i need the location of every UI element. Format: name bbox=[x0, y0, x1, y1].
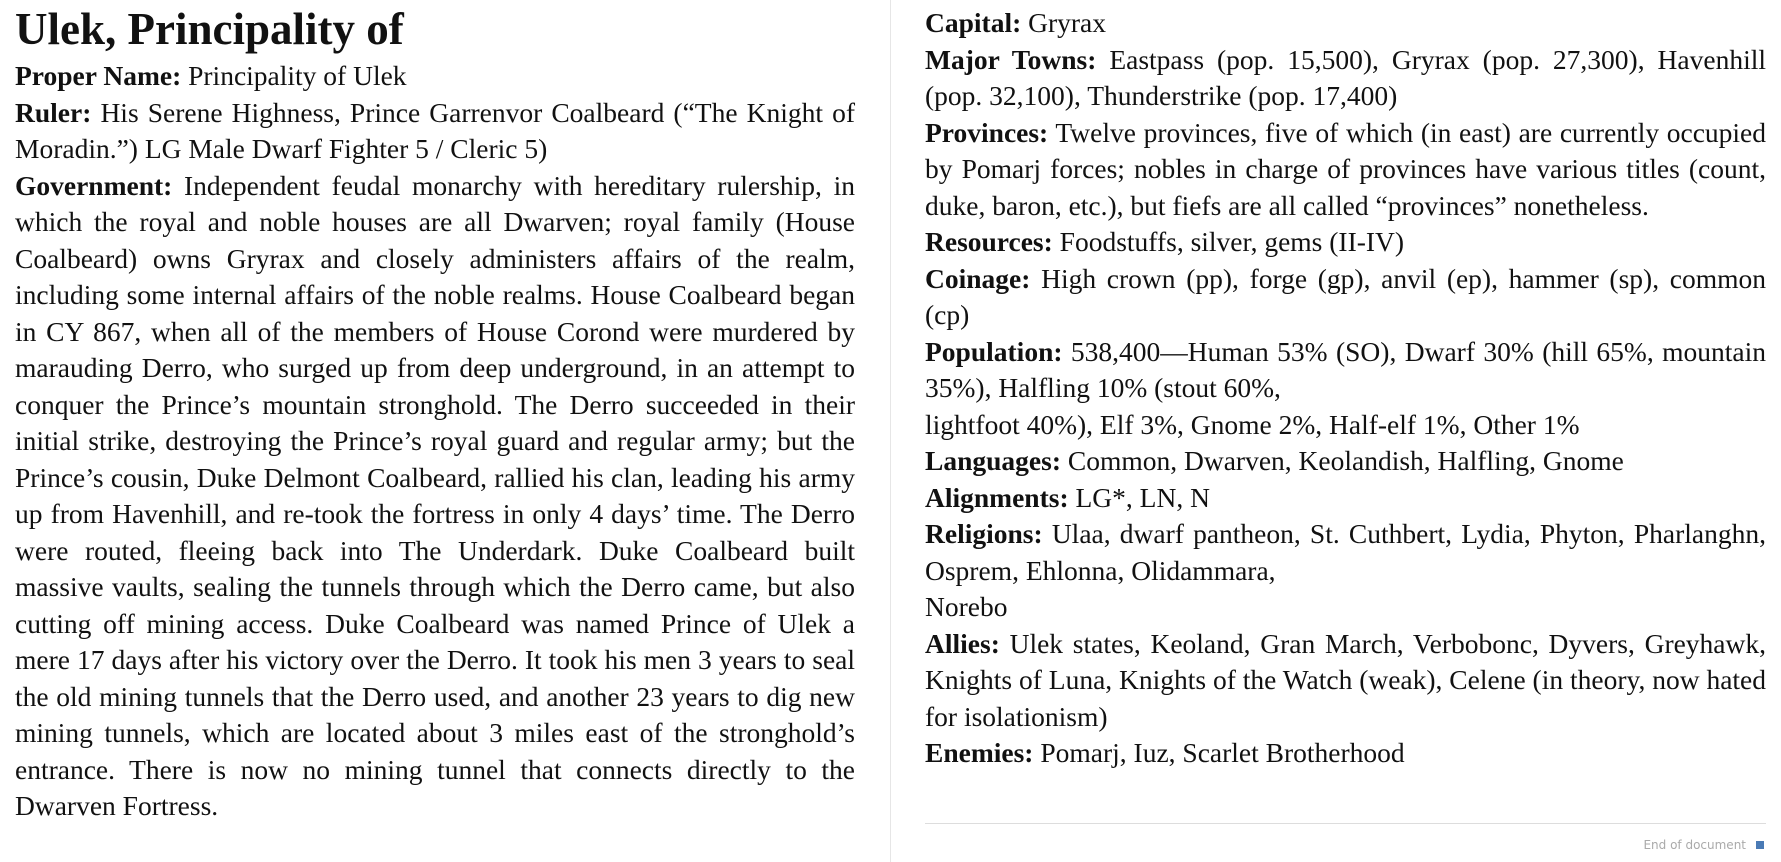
entry-label: Population: bbox=[925, 335, 1063, 367]
entry-label: Enemies: bbox=[925, 737, 1034, 768]
entry-label: Religions: bbox=[925, 518, 1043, 549]
end-rule bbox=[925, 823, 1766, 824]
entry-coinage bbox=[925, 261, 1766, 334]
entry-languages bbox=[925, 443, 1766, 480]
entry-text: Eastpass (pop. 15,500), Gryrax (pop. 27,300), Havenhill (pop. 32,100), Thunderstrike (pop. 17,400) bbox=[925, 43, 1766, 111]
entry-label: Provinces: bbox=[925, 116, 1049, 148]
end-of-document-label: End of document bbox=[1643, 838, 1746, 852]
left-column bbox=[15, 0, 855, 825]
entry-text: Ulaa, dwarf pantheon, St. Cuthbert, Lydia, Phyton, Pharlanghn, Osprem, Ehlonna, Olidammara, Norebo bbox=[925, 518, 1766, 622]
right-column bbox=[925, 5, 1766, 772]
entry-major-towns bbox=[925, 42, 1766, 115]
entry-allies bbox=[925, 626, 1766, 736]
entry-label: Allies: bbox=[925, 627, 1000, 659]
entry-label: Major Towns: bbox=[925, 43, 1097, 75]
entry-label: Coinage: bbox=[925, 262, 1031, 294]
entry-text: 538,400—Human 53% (SO), Dwarf 30% (hill 65%, mountain 35%), Halfling 10% (stout 60%, lightfoot 40%), Elf 3%, Gnome 2%, Half-elf 1%, Other 1% bbox=[925, 335, 1766, 440]
entry-label: Languages: bbox=[925, 445, 1061, 476]
entry-text: Foodstuffs, silver, gems (II-IV) bbox=[1052, 226, 1405, 257]
entry-ruler bbox=[15, 95, 855, 168]
entry-label: Proper Name: bbox=[15, 60, 182, 91]
entry-label: Capital: bbox=[925, 7, 1022, 38]
entry-text: Common, Dwarven, Keolandish, Halfling, Gnome bbox=[1061, 445, 1624, 476]
column-divider bbox=[890, 0, 891, 862]
entry-label: Alignments: bbox=[925, 481, 1069, 513]
entry-text: High crown (pp), forge (gp), anvil (ep), hammer (sp), common (cp) bbox=[925, 262, 1766, 330]
entry-alignments bbox=[925, 480, 1766, 517]
entry-proper-name bbox=[15, 58, 855, 95]
entry-label: Ruler: bbox=[15, 96, 92, 128]
entry-text: Pomarj, Iuz, Scarlet Brotherhood bbox=[1033, 737, 1405, 768]
entry-text: His Serene Highness, Prince Garrenvor Coalbeard (“The Knight of Moradin.”) LG Male Dwarf Fighter 5 / Cleric 5) bbox=[15, 96, 855, 164]
entry-religions bbox=[925, 516, 1766, 626]
entry-enemies bbox=[925, 735, 1766, 772]
entry-population bbox=[925, 334, 1766, 444]
page-title: Ulek, Principality of bbox=[15, 4, 404, 54]
entry-text: Independent feudal monarchy with hereditary rulership, in which the royal and noble houses are all Dwarven; royal family (House Coalbeard) owns Gryrax and closely administers affairs of the realm, including some internal affairs of the noble realms. House Coalbeard began in CY 867, when all of the members of House Corond were murdered by marauding Derro, who surged up from deep underground, in an attempt to conquer the Prince’s mountain stronghold. The Derro succeeded in their initial strike, destroying the Prince’s royal guard and regular army; but the Prince’s cousin, Duke Delmont Coalbeard, rallied his clan, leading his army up from Havenhill, and re-took the fortress in only 4 days’ time. The Derro were routed, fleeing back into The Underdark. Duke Coalbeard built massive vaults, sealing the tunnels through which the Derro came, but also cutting off mining access. Duke Coalbeard was named Prince of Ulek a mere 17 days after his victory over the Derro. It took his men 3 years to seal the old mining tunnels that the Derro used, and another 23 years to dig new mining tunnels, which are located about 3 miles east of the stronghold’s entrance. There is now no mining tunnel that connects directly to the Dwarven Fortress. bbox=[15, 169, 855, 821]
entry-text: Gryrax bbox=[1021, 7, 1107, 38]
entry-provinces bbox=[925, 115, 1766, 225]
entry-government bbox=[15, 168, 855, 825]
entry-text: Ulek states, Keoland, Gran March, Verbobonc, Dyvers, Greyhawk, Knights of Luna, Knights of the Watch (weak), Celene (in theory, now hated for isolationism) bbox=[925, 627, 1766, 732]
entry-label: Resources: bbox=[925, 226, 1053, 257]
entry-text: LG*, LN, N bbox=[1068, 481, 1210, 513]
entry-text: Principality of Ulek bbox=[181, 60, 407, 91]
entry-text: Twelve provinces, five of which (in east) are currently occupied by Pomarj forces; nobles in charge of provinces have various titles (count, duke, baron, etc.), but fiefs are all called “provinces” nonetheless. bbox=[925, 116, 1766, 221]
entry-capital bbox=[925, 5, 1766, 42]
end-marker-icon bbox=[1756, 841, 1764, 849]
entry-resources bbox=[925, 224, 1766, 261]
entry-label: Government: bbox=[15, 169, 173, 201]
end-of-document bbox=[1643, 838, 1764, 852]
